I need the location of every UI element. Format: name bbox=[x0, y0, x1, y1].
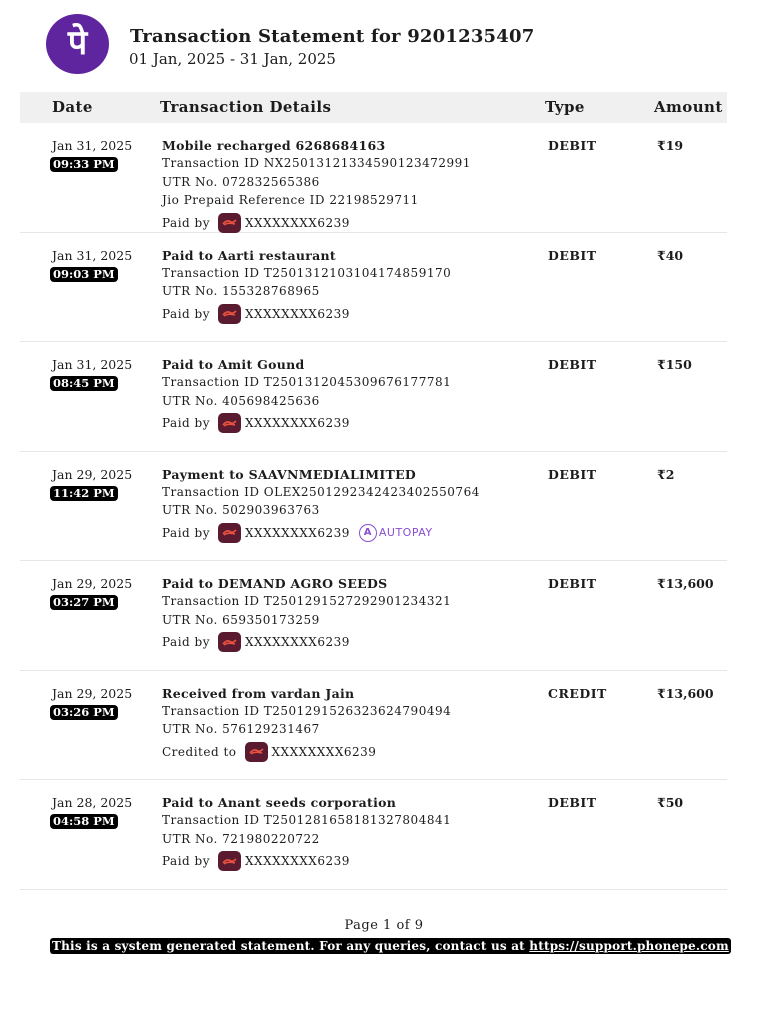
transaction-id: Transaction ID T2501291526323624790494 bbox=[162, 703, 452, 718]
transaction-amount: ₹13,600 bbox=[657, 685, 714, 701]
transaction-date: Jan 31, 2025 bbox=[52, 247, 133, 263]
footer-note bbox=[50, 938, 731, 954]
transaction-id: Transaction ID T2501312103104174859170 bbox=[162, 265, 452, 280]
payment-source bbox=[162, 213, 532, 233]
statement-header bbox=[46, 14, 746, 76]
transaction-amount: ₹19 bbox=[657, 138, 684, 153]
transaction-type: DEBIT bbox=[548, 357, 597, 372]
transaction-time: 04:58 PM bbox=[50, 814, 118, 829]
paid-label: Paid by bbox=[162, 854, 210, 868]
table-row bbox=[20, 780, 727, 890]
transaction-type: CREDIT bbox=[548, 685, 607, 701]
paid-label: Paid by bbox=[162, 306, 210, 321]
account-number: XXXXXXXX6239 bbox=[271, 744, 377, 759]
paid-label: Paid by bbox=[162, 416, 210, 430]
utr-number: UTR No. 576129231467 bbox=[162, 722, 320, 736]
bank-logo-icon bbox=[218, 851, 241, 871]
transaction-title: Paid to Amit Gound bbox=[162, 357, 305, 372]
statement-title: Transaction Statement for 9201235407 bbox=[130, 26, 535, 47]
transaction-type: DEBIT bbox=[548, 795, 597, 810]
transaction-details bbox=[162, 138, 532, 233]
payment-source bbox=[162, 632, 532, 652]
transaction-details bbox=[162, 576, 532, 652]
transaction-type: DEBIT bbox=[548, 138, 597, 153]
column-header-details: Transaction Details bbox=[160, 98, 332, 116]
table-header bbox=[20, 92, 727, 123]
column-header-date: Date bbox=[52, 98, 93, 116]
page-number: Page 1 of 9 bbox=[344, 918, 424, 933]
statement-period: 01 Jan, 2025 - 31 Jan, 2025 bbox=[129, 50, 336, 68]
account-number: XXXXXXXX6239 bbox=[244, 525, 350, 540]
transaction-date: Jan 29, 2025 bbox=[52, 466, 133, 482]
transaction-date: Jan 31, 2025 bbox=[52, 357, 133, 372]
reference-id: Jio Prepaid Reference ID 22198529711 bbox=[162, 193, 419, 207]
table-row bbox=[20, 123, 727, 233]
column-header-amount: Amount bbox=[654, 98, 723, 116]
transaction-time: 03:26 PM bbox=[50, 705, 118, 720]
transaction-id: Transaction ID T2501312045309676177781 bbox=[162, 375, 452, 389]
autopay-icon: A bbox=[359, 524, 377, 542]
footer-text: This is a system generated statement. For any queries, contact us at bbox=[52, 939, 530, 953]
logo-glyph: पे bbox=[67, 23, 88, 63]
phonepe-logo-icon bbox=[46, 14, 109, 74]
transaction-title: Paid to Anant seeds corporation bbox=[162, 795, 397, 810]
table-row bbox=[20, 342, 727, 452]
transaction-details bbox=[162, 248, 532, 324]
bank-logo-icon bbox=[218, 413, 241, 433]
transaction-time: 03:27 PM bbox=[50, 595, 118, 610]
table-row bbox=[20, 671, 727, 781]
transaction-title: Received from vardan Jain bbox=[162, 685, 355, 701]
transaction-id: Transaction ID NX25013121334590123472991 bbox=[162, 156, 471, 170]
table-row bbox=[20, 561, 727, 671]
utr-number: UTR No. 659350173259 bbox=[162, 612, 320, 627]
transaction-amount: ₹50 bbox=[657, 795, 684, 810]
transaction-list bbox=[20, 123, 727, 890]
transaction-amount: ₹13,600 bbox=[657, 576, 714, 591]
transaction-time: 08:45 PM bbox=[50, 376, 118, 391]
paid-label: Paid by bbox=[162, 215, 210, 230]
transaction-date: Jan 29, 2025 bbox=[52, 685, 133, 701]
transaction-date: Jan 29, 2025 bbox=[52, 576, 133, 591]
transaction-time: 09:33 PM bbox=[50, 157, 118, 172]
bank-logo-icon bbox=[218, 304, 241, 324]
transaction-time: 09:03 PM bbox=[50, 267, 118, 282]
transaction-type: DEBIT bbox=[548, 247, 597, 263]
paid-label: Credited to bbox=[162, 744, 237, 759]
table-row bbox=[20, 452, 727, 562]
autopay-label: AUTOPAY bbox=[378, 526, 433, 539]
account-number: XXXXXXXX6239 bbox=[244, 635, 350, 649]
transaction-type: DEBIT bbox=[548, 466, 597, 482]
paid-label: Paid by bbox=[162, 525, 210, 540]
account-number: XXXXXXXX6239 bbox=[244, 416, 350, 430]
column-header-type: Type bbox=[545, 98, 585, 116]
transaction-title: Paid to Aarti restaurant bbox=[162, 247, 337, 263]
transaction-date: Jan 31, 2025 bbox=[52, 138, 133, 153]
utr-number: UTR No. 405698425636 bbox=[162, 393, 320, 408]
transaction-id: Transaction ID T2501281658181327804841 bbox=[162, 813, 452, 827]
transaction-title: Paid to DEMAND AGRO SEEDS bbox=[162, 576, 388, 591]
bank-logo-icon bbox=[218, 213, 241, 233]
transaction-time: 11:42 PM bbox=[50, 486, 118, 501]
transaction-amount: ₹150 bbox=[657, 357, 692, 372]
utr-number: UTR No. 155328768965 bbox=[162, 284, 320, 298]
transaction-id: Transaction ID OLEX2501292342423402550764 bbox=[162, 484, 480, 499]
transaction-amount: ₹40 bbox=[657, 247, 684, 263]
account-number: XXXXXXXX6239 bbox=[244, 854, 350, 868]
payment-source bbox=[162, 413, 532, 433]
payment-source bbox=[162, 742, 532, 762]
transaction-title: Payment to SAAVNMEDIALIMITED bbox=[162, 466, 417, 482]
transaction-title: Mobile recharged 6268684163 bbox=[162, 138, 386, 153]
bank-logo-icon bbox=[218, 523, 241, 543]
transaction-details bbox=[162, 357, 532, 433]
transaction-amount: ₹2 bbox=[657, 466, 675, 482]
payment-source bbox=[162, 523, 532, 543]
transaction-details bbox=[162, 686, 532, 762]
transaction-details bbox=[162, 795, 532, 871]
payment-source bbox=[162, 851, 532, 871]
utr-number: UTR No. 721980220722 bbox=[162, 831, 320, 846]
support-link[interactable]: https://support.phonepe.com bbox=[529, 939, 729, 953]
payment-source bbox=[162, 304, 532, 324]
transaction-details bbox=[162, 467, 532, 543]
transaction-id: Transaction ID T2501291527292901234321 bbox=[162, 594, 452, 608]
table-row bbox=[20, 233, 727, 343]
utr-number: UTR No. 502903963763 bbox=[162, 503, 320, 517]
account-number: XXXXXXXX6239 bbox=[244, 215, 350, 230]
transaction-type: DEBIT bbox=[548, 576, 597, 591]
autopay-tag bbox=[359, 524, 433, 542]
bank-logo-icon bbox=[218, 632, 241, 652]
transaction-date: Jan 28, 2025 bbox=[52, 795, 133, 810]
paid-label: Paid by bbox=[162, 635, 210, 649]
utr-number: UTR No. 072832565386 bbox=[162, 174, 320, 189]
bank-logo-icon bbox=[245, 742, 268, 762]
account-number: XXXXXXXX6239 bbox=[244, 306, 350, 321]
